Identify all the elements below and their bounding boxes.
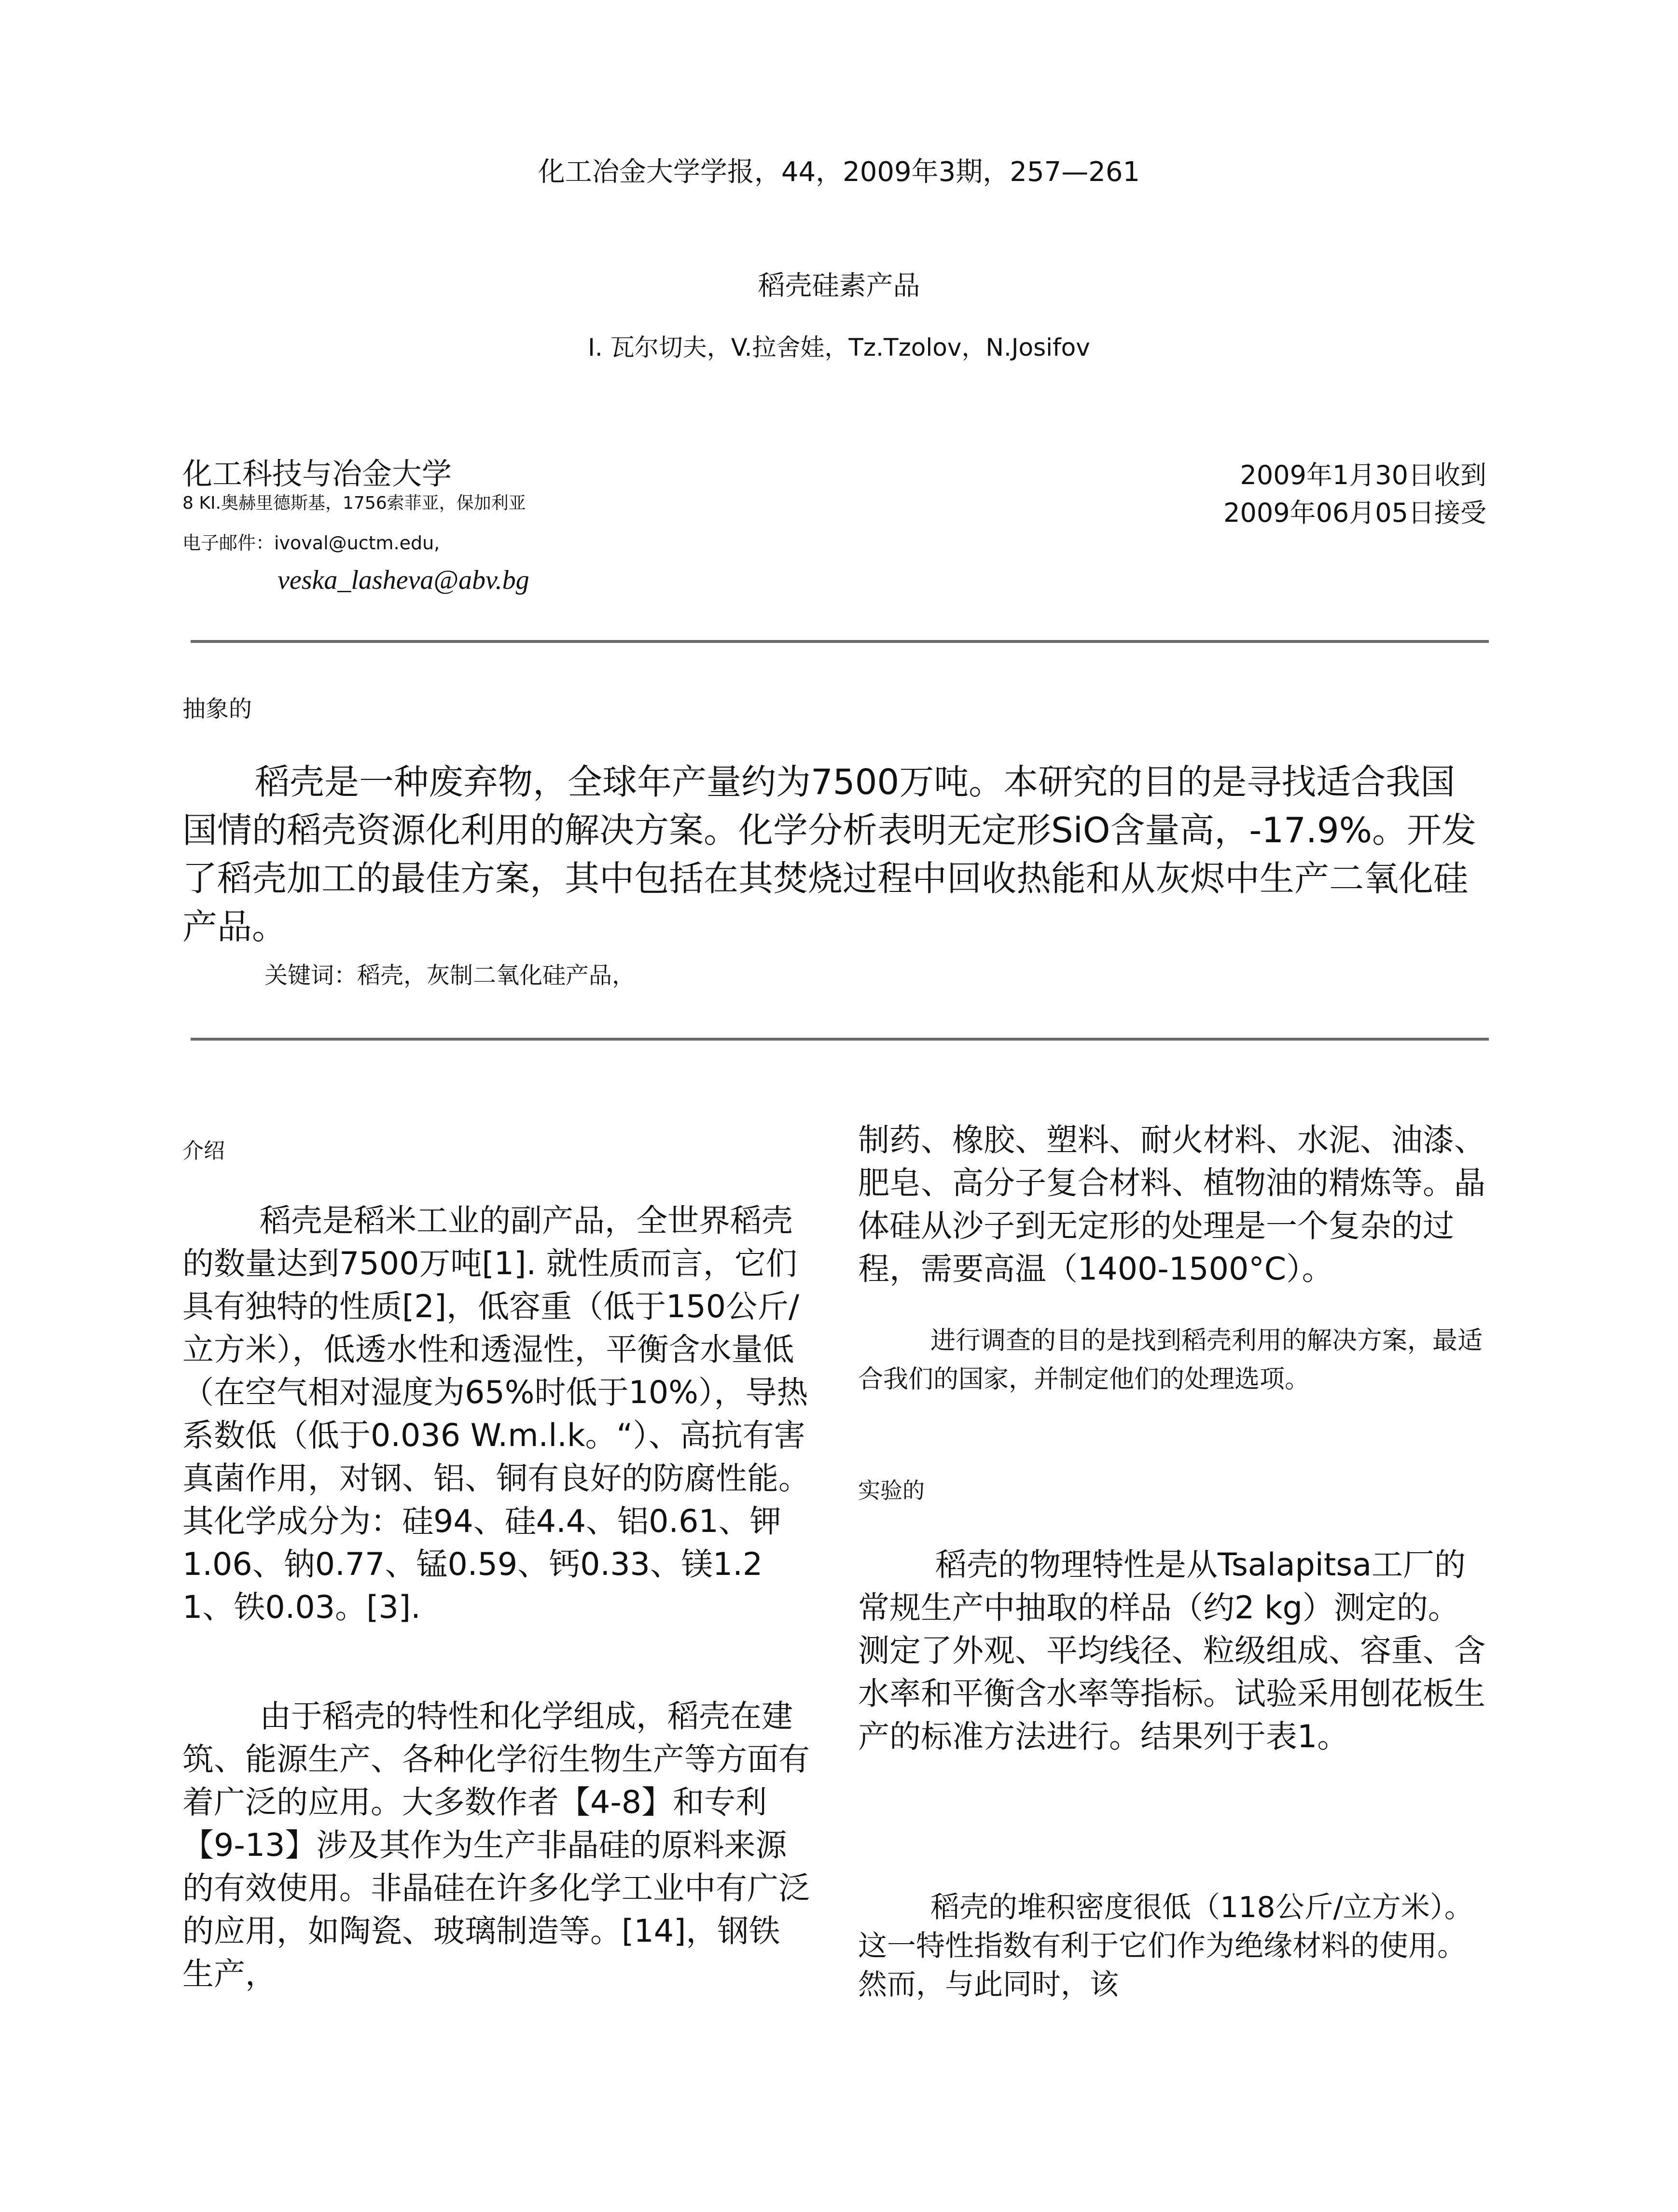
- intro-paragraph-1: 稻壳是稻米工业的副产品，全世界稻壳的数量达到7500万吨[1]. 就性质而言，它们具有独特的性质[2]，低容重（低于150公斤/立方米），低透水性和透湿性，平衡含水量低（在空气相对湿度为65%时低于10%），导热系数低（低于0.036 W.m.l.k。“）、高抗有害真菌作用，对钢、铝、铜有良好的防腐性能。 其化学成分为：硅94、硅4.4、铝0.61、钾1.06、钠0.77、锰0.59、钙0.33、镁1.21、铁0.03。[3].: [182, 1203, 810, 1626]
- author-list: I. 瓦尔切夫，V.拉舍娃，Tz.Tzolov，N.Josifov: [588, 334, 1090, 362]
- intro-paragraph-4: 进行调查的目的是找到稻壳利用的解决方案，最适合我们的国家，并制定他们的处理选项。: [858, 1326, 1483, 1394]
- institution-name: 化工科技与冶金大学: [182, 456, 452, 491]
- paper-title: 稻壳硅素产品: [758, 270, 920, 302]
- abstract-heading: 抽象的: [182, 696, 252, 723]
- experimental-paragraph-2: 稻壳的堆积密度很低（118公斤/立方米）。这一特性指数有利于它们作为绝缘材料的使用。然而，与此同时，该: [858, 1891, 1473, 2002]
- header-divider: [191, 640, 1489, 643]
- intro-paragraph-3: 制药、橡胶、塑料、耐火材料、水泥、油漆、肥皂、高分子复合材料、植物油的精炼等。晶体硅从沙子到无定形的处理是一个复杂的过程，需要高温（1400-1500°C）。: [858, 1122, 1486, 1287]
- email-line: 电子邮件：ivoval@uctm.edu,: [182, 532, 440, 554]
- journal-citation: 化工冶金大学学报，44，2009年3期，257—261: [538, 156, 1140, 188]
- abstract-text: 稻壳是一种废弃物，全球年产量约为7500万吨。本研究的目的是寻找适合我国国情的稻壳资源化利用的解决方案。化学分析表明无定形SiO含量高，-17.9%。开发了稻壳加工的最佳方案，其中包括在其焚烧过程中回收热能和从灰烬中生产二氧化硅产品。: [182, 762, 1477, 947]
- experimental-paragraph-1: 稻壳的物理特性是从Tsalapitsa工厂的常规生产中抽取的样品（约2 kg）测定的。测定了外观、平均线径、粒级组成、容重、含水率和平衡含水率等指标。试验采用刨花板生产的标准方法进行。结果列于表1。: [858, 1547, 1486, 1755]
- keywords: 关键词：稻壳，灰制二氧化硅产品，: [264, 962, 636, 989]
- intro-heading: 介绍: [182, 1139, 225, 1163]
- email-secondary: veska_lasheva@abv.bg: [277, 565, 529, 595]
- experimental-heading: 实验的: [858, 1477, 925, 1503]
- received-date: 2009年1月30日收到: [1240, 460, 1486, 490]
- accepted-date: 2009年06月05日接受: [1223, 498, 1486, 528]
- intro-paragraph-2: 由于稻壳的特性和化学组成，稻壳在建筑、能源生产、各种化学衍生物生产等方面有着广泛的应用。大多数作者【4-8】和专利【9-13】涉及其作为生产非晶硅的原料来源的有效使用。非晶硅在许多化学工业中有广泛的应用，如陶瓷、玻璃制造等。[14]，钢铁生产，: [182, 1698, 810, 1992]
- institution-address: 8 KI.奥赫里德斯基，1756索菲亚，保加利亚: [182, 493, 526, 513]
- abstract-divider: [191, 1038, 1489, 1041]
